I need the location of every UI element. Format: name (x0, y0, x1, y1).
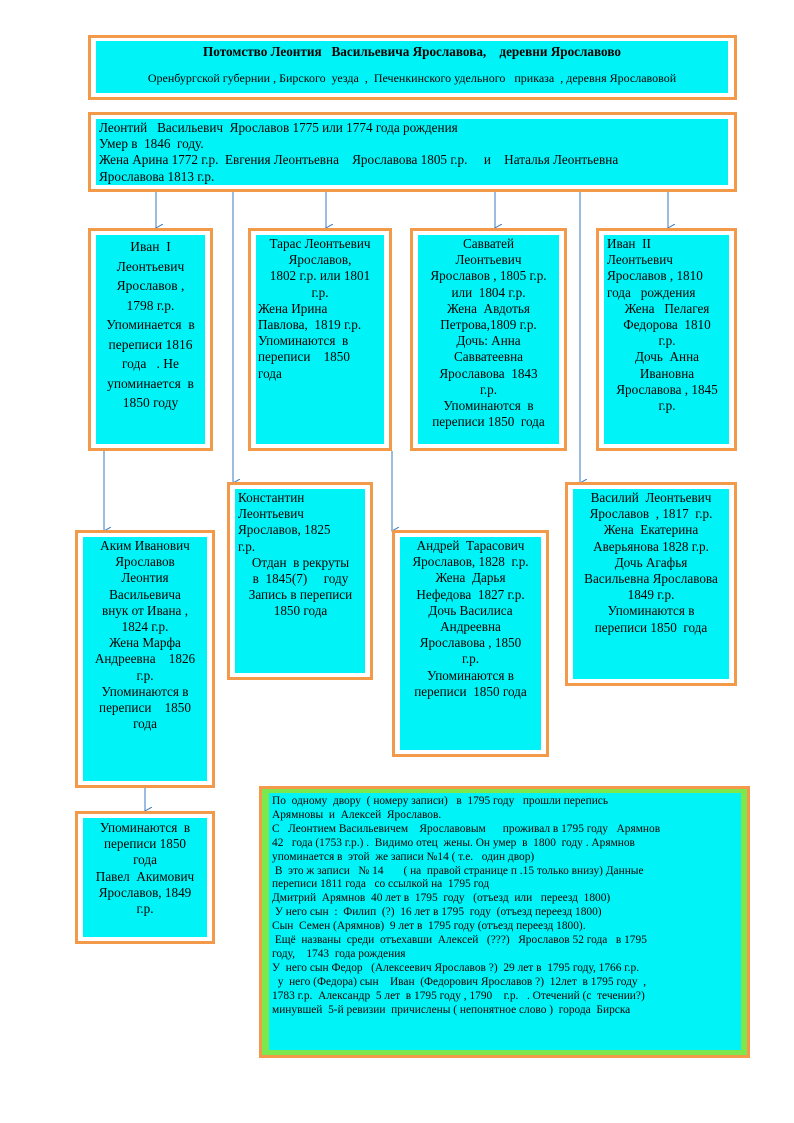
note-line: У него сын Федор (Алексеевич Ярославов ?) 29 лет в 1795 году, 1766 г.р. (272, 961, 640, 974)
konstantin-line: Константин (238, 490, 305, 505)
note-panel (269, 793, 741, 1050)
konstantin-line: Леонтьевич (238, 506, 304, 522)
akim-line: Упоминаются в (101, 683, 189, 699)
vasily-line: Василий Леонтьевич (590, 490, 712, 505)
note-line: минувшей 5-й ревизии причислены ( непонятное слово ) города Бирска (272, 1003, 631, 1016)
ivan2-line: Ярославова , 1845 (616, 381, 718, 397)
taras-line: переписи 1850 (258, 349, 350, 365)
akim-line: внук от Ивана , (102, 602, 188, 618)
pavel-line: Павел Акимович (95, 868, 195, 884)
ivan1-line: года . Не (121, 356, 180, 371)
note-line: у него (Федора) сын Иван (Федорович Ярославов ?) 12лет в 1795 году , (272, 975, 647, 988)
leonty-line: Умер в 1846 году. (99, 136, 204, 152)
savvatey-line: переписи 1850 года (432, 414, 545, 430)
akim-line: Жена Марфа (109, 635, 181, 651)
vasily-line: Жена Екатерина (603, 522, 699, 538)
vasily-line: Дочь Агафья (614, 554, 688, 570)
akim-line: г.р. (136, 667, 154, 683)
akim-line: Аким Иванович (100, 538, 190, 553)
savvatey-line: Жена Авдотья (447, 300, 530, 316)
savvatey-line: или 1804 г.р. (451, 284, 526, 300)
vasily-line: Васильевна Ярославова (584, 571, 718, 587)
ivan1-panel (96, 235, 205, 444)
andrey-line: Ярославова , 1850 (419, 635, 522, 651)
ivan1-line: Упоминается в (106, 317, 195, 332)
note-line: С Леонтием Васильевичем Ярославовым проживал в 1795 году Арямнов (272, 822, 661, 835)
note-line: 1783 г.р. Александр 5 лет в 1795 году , 1790 г.р. . Отечений (с течении?) (272, 989, 645, 1002)
note-line: В это ж записи № 14 ( на правой странице п .15 только внизу) Данные (272, 864, 644, 877)
note-line: Дмитрий Арямнов 40 лет в 1795 году (отъезд или переезд 1800) (272, 892, 611, 905)
andrey-line: Жена Дарья (435, 570, 506, 586)
ivan2-line: Леонтьевич (607, 252, 673, 268)
andrey-line: переписи 1850 года (414, 683, 527, 699)
taras-panel (256, 235, 384, 444)
leonty-line: Жена Арина 1772 г.р. Евгения Леонтьевна Ярославова 1805 г.р. и Наталья Леонтьевна (99, 152, 619, 168)
leonty-line: Леонтий Васильевич Ярославов 1775 или 1774 года рождения (99, 120, 458, 135)
ivan2-line: Жена Пелагея (624, 300, 710, 316)
pavel-line: переписи 1850 (103, 836, 187, 852)
ivan2-line: года рождения (607, 284, 696, 300)
savvatey-line: Дочь: Анна (456, 333, 521, 349)
vasily-line: Ярославов , 1817 г.р. (589, 506, 713, 522)
ivan1-line: Ярославов , (116, 278, 185, 293)
savvatey-line: Ярославова 1843 (439, 365, 538, 381)
konstantin-line: Отдан в рекруты (251, 554, 350, 570)
akim-panel (83, 537, 207, 781)
taras-line: Жена Ирина (258, 300, 328, 316)
vasily-line: Аверьянова 1828 г.р. (593, 538, 709, 554)
andrey-line: г.р. (461, 651, 480, 667)
note-line: Сын Семен (Арямнов) 9 лет в 1795 году (отъезд переезд 1800). (272, 920, 586, 933)
title-subheading: Оренбургской губернии , Бирского уезда , Печенкинского удельного приказа , деревня Ярославовой (147, 71, 677, 86)
savvatey-line: Савватей (462, 236, 515, 251)
andrey-line: Андрей Тарасович (416, 538, 525, 553)
savvatey-line: Петрова,1809 г.р. (440, 317, 537, 333)
andrey-line: Нефедова 1827 г.р. (416, 586, 525, 602)
vasily-line: переписи 1850 года (594, 619, 708, 635)
note-line: упоминается в этой же записи №14 ( т.е. один двор) (272, 850, 535, 863)
taras-line: Упоминаются в (258, 333, 349, 349)
title-heading: Потомство Леонтия Васильевича Ярославова, деревни Ярославово (203, 44, 621, 59)
savvatey-line: Упоминаются в (443, 398, 534, 414)
leonty-panel (96, 119, 728, 185)
ivan2-line: Федорова 1810 (623, 317, 711, 333)
ivan1-line: 1798 г.р. (126, 297, 175, 313)
note-line: Арямновы и Алексей Ярославов. (272, 808, 442, 821)
savvatey-line: Леонтьевич (455, 252, 522, 268)
andrey-line: Андреевна (440, 619, 501, 635)
ivan2-line: г.р. (658, 333, 676, 349)
pavel-line: Ярославов, 1849 (98, 884, 192, 900)
taras-line: Павлова, 1819 г.р. (258, 317, 362, 333)
note-line: Ещё названы среди отъехавши Алексей (???) Ярославов 52 года в 1795 (272, 934, 647, 947)
akim-line: Васильевича (109, 586, 181, 602)
ivan1-line: упоминается в (107, 375, 194, 391)
taras-line: Ярославов, (288, 252, 352, 268)
ivan1-line: Леонтьевич (116, 258, 185, 274)
konstantin-line: Ярославов, 1825 (238, 522, 331, 538)
note-line: году, 1743 года рождения (272, 947, 406, 960)
ivan2-line: Иван II (607, 236, 651, 251)
andrey-line: Упоминаются в (427, 667, 514, 683)
savvatey-line: г.р. (479, 381, 498, 397)
akim-line: Андреевна 1826 (94, 651, 196, 667)
pavel-panel (83, 818, 207, 937)
ivan2-line: Ивановна (639, 365, 695, 381)
konstantin-line: в 1845(7) году (252, 571, 349, 587)
vasily-line: Упоминаются в (607, 603, 695, 619)
note-line: 42 года (1753 г.р.) . Видимо отец жены. Он умер в 1800 году . Арямнов (272, 836, 635, 849)
savvatey-line: Ярославов , 1805 г.р. (430, 268, 547, 284)
ivan2-line: г.р. (658, 398, 676, 414)
ivan2-line: Дочь Анна (635, 349, 699, 365)
akim-line: переписи 1850 (99, 700, 191, 716)
andrey-line: Дочь Василиса (428, 602, 513, 618)
taras-line: Тарас Леонтьевич (269, 236, 371, 251)
ivan1-line: 1850 году (122, 395, 179, 410)
taras-line: 1802 г.р. или 1801 (269, 268, 371, 284)
savvatey-line: Савватеевна (453, 349, 524, 365)
pavel-line: г.р. (136, 901, 154, 917)
taras-line: г.р. (311, 284, 329, 300)
leonty-line: Ярославова 1813 г.р. (99, 168, 215, 184)
akim-line: года (133, 716, 157, 732)
ivan1-line: переписи 1816 (108, 336, 193, 352)
vasily-line: 1849 г.р. (627, 587, 675, 603)
akim-line: 1824 г.р. (121, 619, 169, 635)
akim-line: Ярославов (115, 554, 175, 570)
note-line: переписи 1811 года со ссылкой на 1795 год (272, 878, 490, 891)
note-line: По одному двору ( номеру записи) в 1795 году прошли перепись (272, 795, 609, 807)
title-panel (96, 41, 728, 93)
pavel-line: Упоминаются в (99, 820, 191, 835)
akim-line: Леонтия (121, 570, 169, 586)
ivan2-panel (604, 235, 729, 444)
konstantin-panel (235, 489, 365, 673)
konstantin-line: г.р. (238, 538, 256, 554)
pavel-line: года (133, 852, 157, 868)
ivan1-line: Иван I (130, 239, 171, 254)
andrey-panel (400, 537, 541, 750)
konstantin-line: 1850 года (273, 603, 328, 619)
savvatey-panel (418, 235, 559, 444)
ivan2-line: Ярославов , 1810 (607, 268, 703, 284)
vasily-panel (573, 489, 729, 679)
andrey-line: Ярославов, 1828 г.р. (412, 554, 529, 570)
note-line: У него сын : Филип (?) 16 лет в 1795 году (отъезд переезд 1800) (272, 906, 602, 919)
konstantin-line: Запись в переписи (248, 587, 353, 603)
taras-line: года (258, 365, 282, 381)
